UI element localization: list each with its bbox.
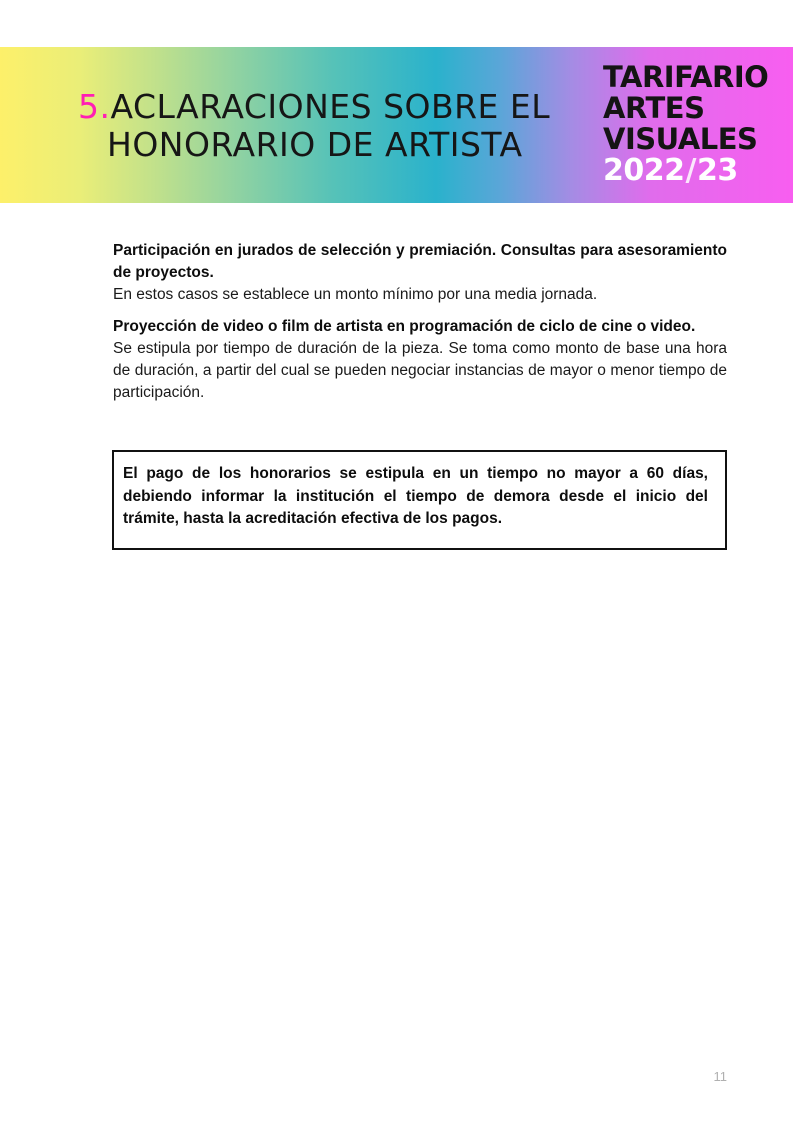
brand-line-tarifario: TARIFARIO (603, 60, 769, 94)
brand-year (603, 155, 768, 186)
brand-year-start: 2022 (603, 153, 685, 188)
brand-logo (603, 62, 768, 186)
content-block-jurados (113, 240, 727, 306)
page-number: 11 (713, 1069, 727, 1084)
payment-notice-box (112, 450, 727, 550)
content-block-proyeccion (113, 316, 727, 404)
section-number: 5. (78, 87, 111, 126)
block-body: Se estipula por tiempo de duración de la pieza. Se toma como monto de base una hora de duración, a partir del cual se pueden negociar instancias de mayor o menor tiempo de participación. (113, 340, 727, 401)
section-title (78, 88, 550, 164)
brand-year-separator: / (685, 153, 696, 188)
main-content (113, 240, 727, 414)
block-heading: Proyección de video o film de artista en programación de ciclo de cine o video. (113, 318, 696, 335)
brand-line-visuales: VISUALES (603, 122, 758, 156)
block-body: En estos casos se establece un monto mínimo por una media jornada. (113, 286, 598, 303)
section-title-line2: HONORARIO DE ARTISTA (107, 125, 523, 164)
brand-year-end: 23 (696, 153, 738, 188)
brand-line-artes: ARTES (603, 91, 705, 125)
payment-notice-text: El pago de los honorarios se estipula en un tiempo no mayor a 60 días, debiendo informar la institución el tiempo de demora desde el inicio del trámite, hasta la acreditación efectiva de los pagos. (123, 465, 708, 527)
block-heading: Participación en jurados de selección y premiación. Consultas para asesoramiento de proyectos. (113, 242, 727, 281)
section-title-line1: ACLARACIONES SOBRE EL (110, 87, 551, 126)
